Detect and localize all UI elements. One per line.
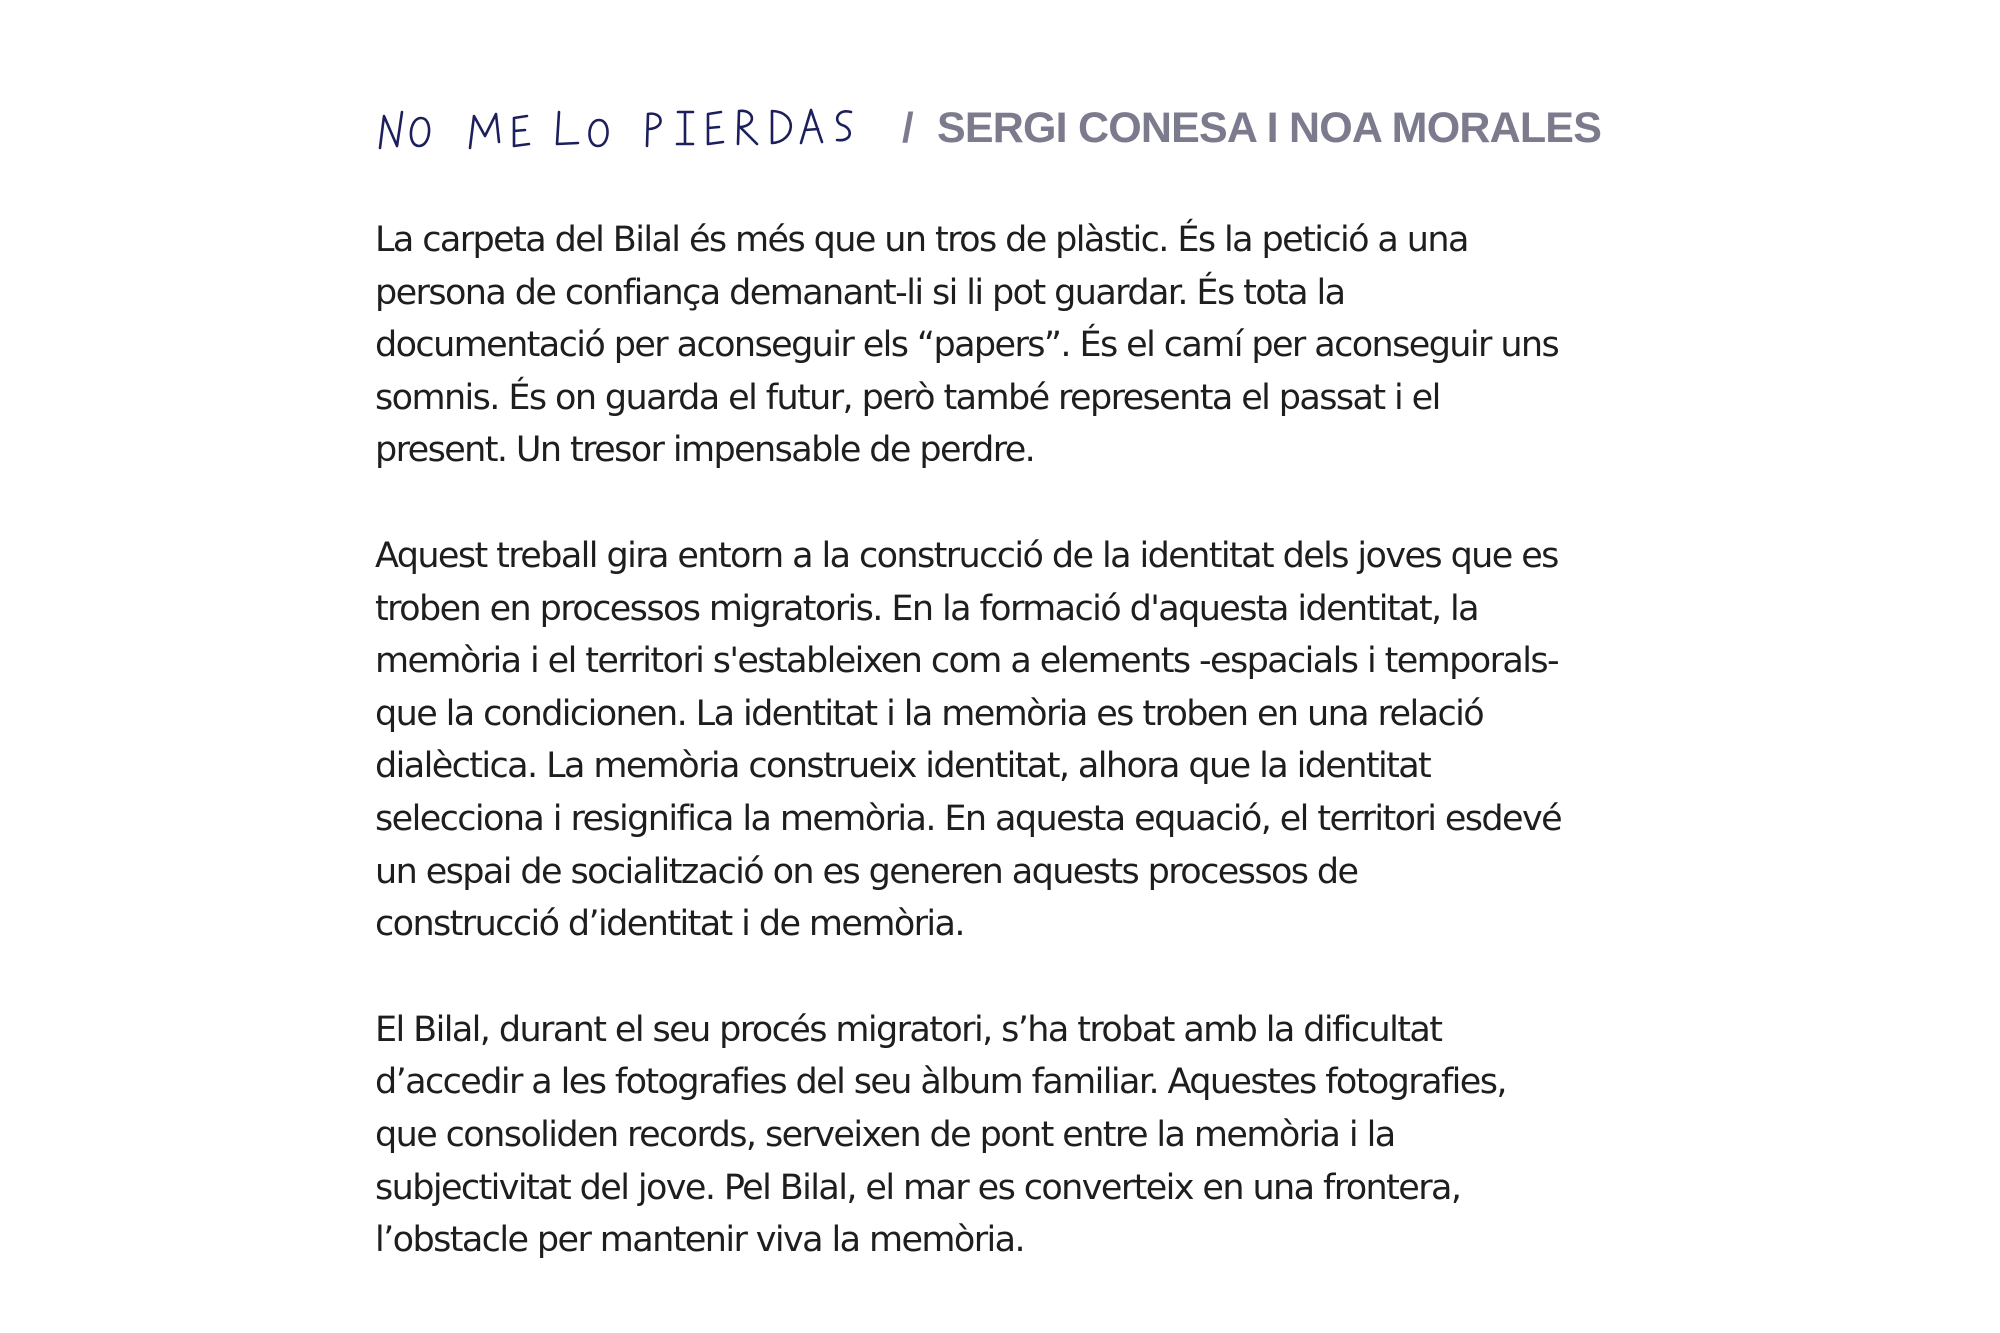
page-header: [375, 98, 1675, 168]
handwritten-title-logo: [375, 98, 895, 160]
paragraph-2: Aquest treball gira entorn a la construcció de la identitat dels joves que es troben en processos migratoris. En la formació d'aquesta identitat, la memòria i el territori s'estableixen com a elements -espacials i temporals- que la condicionen. La identitat i la memòria es troben en una relació dialèctica. La memòria construeix identitat, alhora que la identitat selecciona i resignifica la memòria. En aquesta equació, el territori esdevé un espai de socialització on es generen aquests processos de construcció d’identitat i de memòria.: [375, 535, 1562, 945]
paragraph-3: El Bilal, durant el seu procés migratori, s’ha trobat amb la dificultat d’accedir a les fotografies del seu àlbum familiar. Aquestes fotografies, que consoliden records, serveixen de pont entre la memòria i la subjectivitat del jove. Pel Bilal, el mar es converteix en una frontera, l’obstacle per mantenir viva la memòria.: [375, 1009, 1506, 1261]
authors-heading: SERGI CONESA I NOA MORALES: [937, 104, 1602, 152]
body-text: [375, 214, 1645, 1320]
paragraph-1: La carpeta del Bilal és més que un tros de plàstic. És la petició a una persona de confiança demanant-li si li pot guardar. És tota la documentació per aconseguir els “papers”. És el camí per aconseguir uns somnis. És on guarda el futur, però també representa el passat i el present. Un tresor impensable de perdre.: [375, 220, 1559, 471]
handwritten-title-drawing: [375, 98, 895, 160]
title-separator: /: [902, 104, 914, 151]
